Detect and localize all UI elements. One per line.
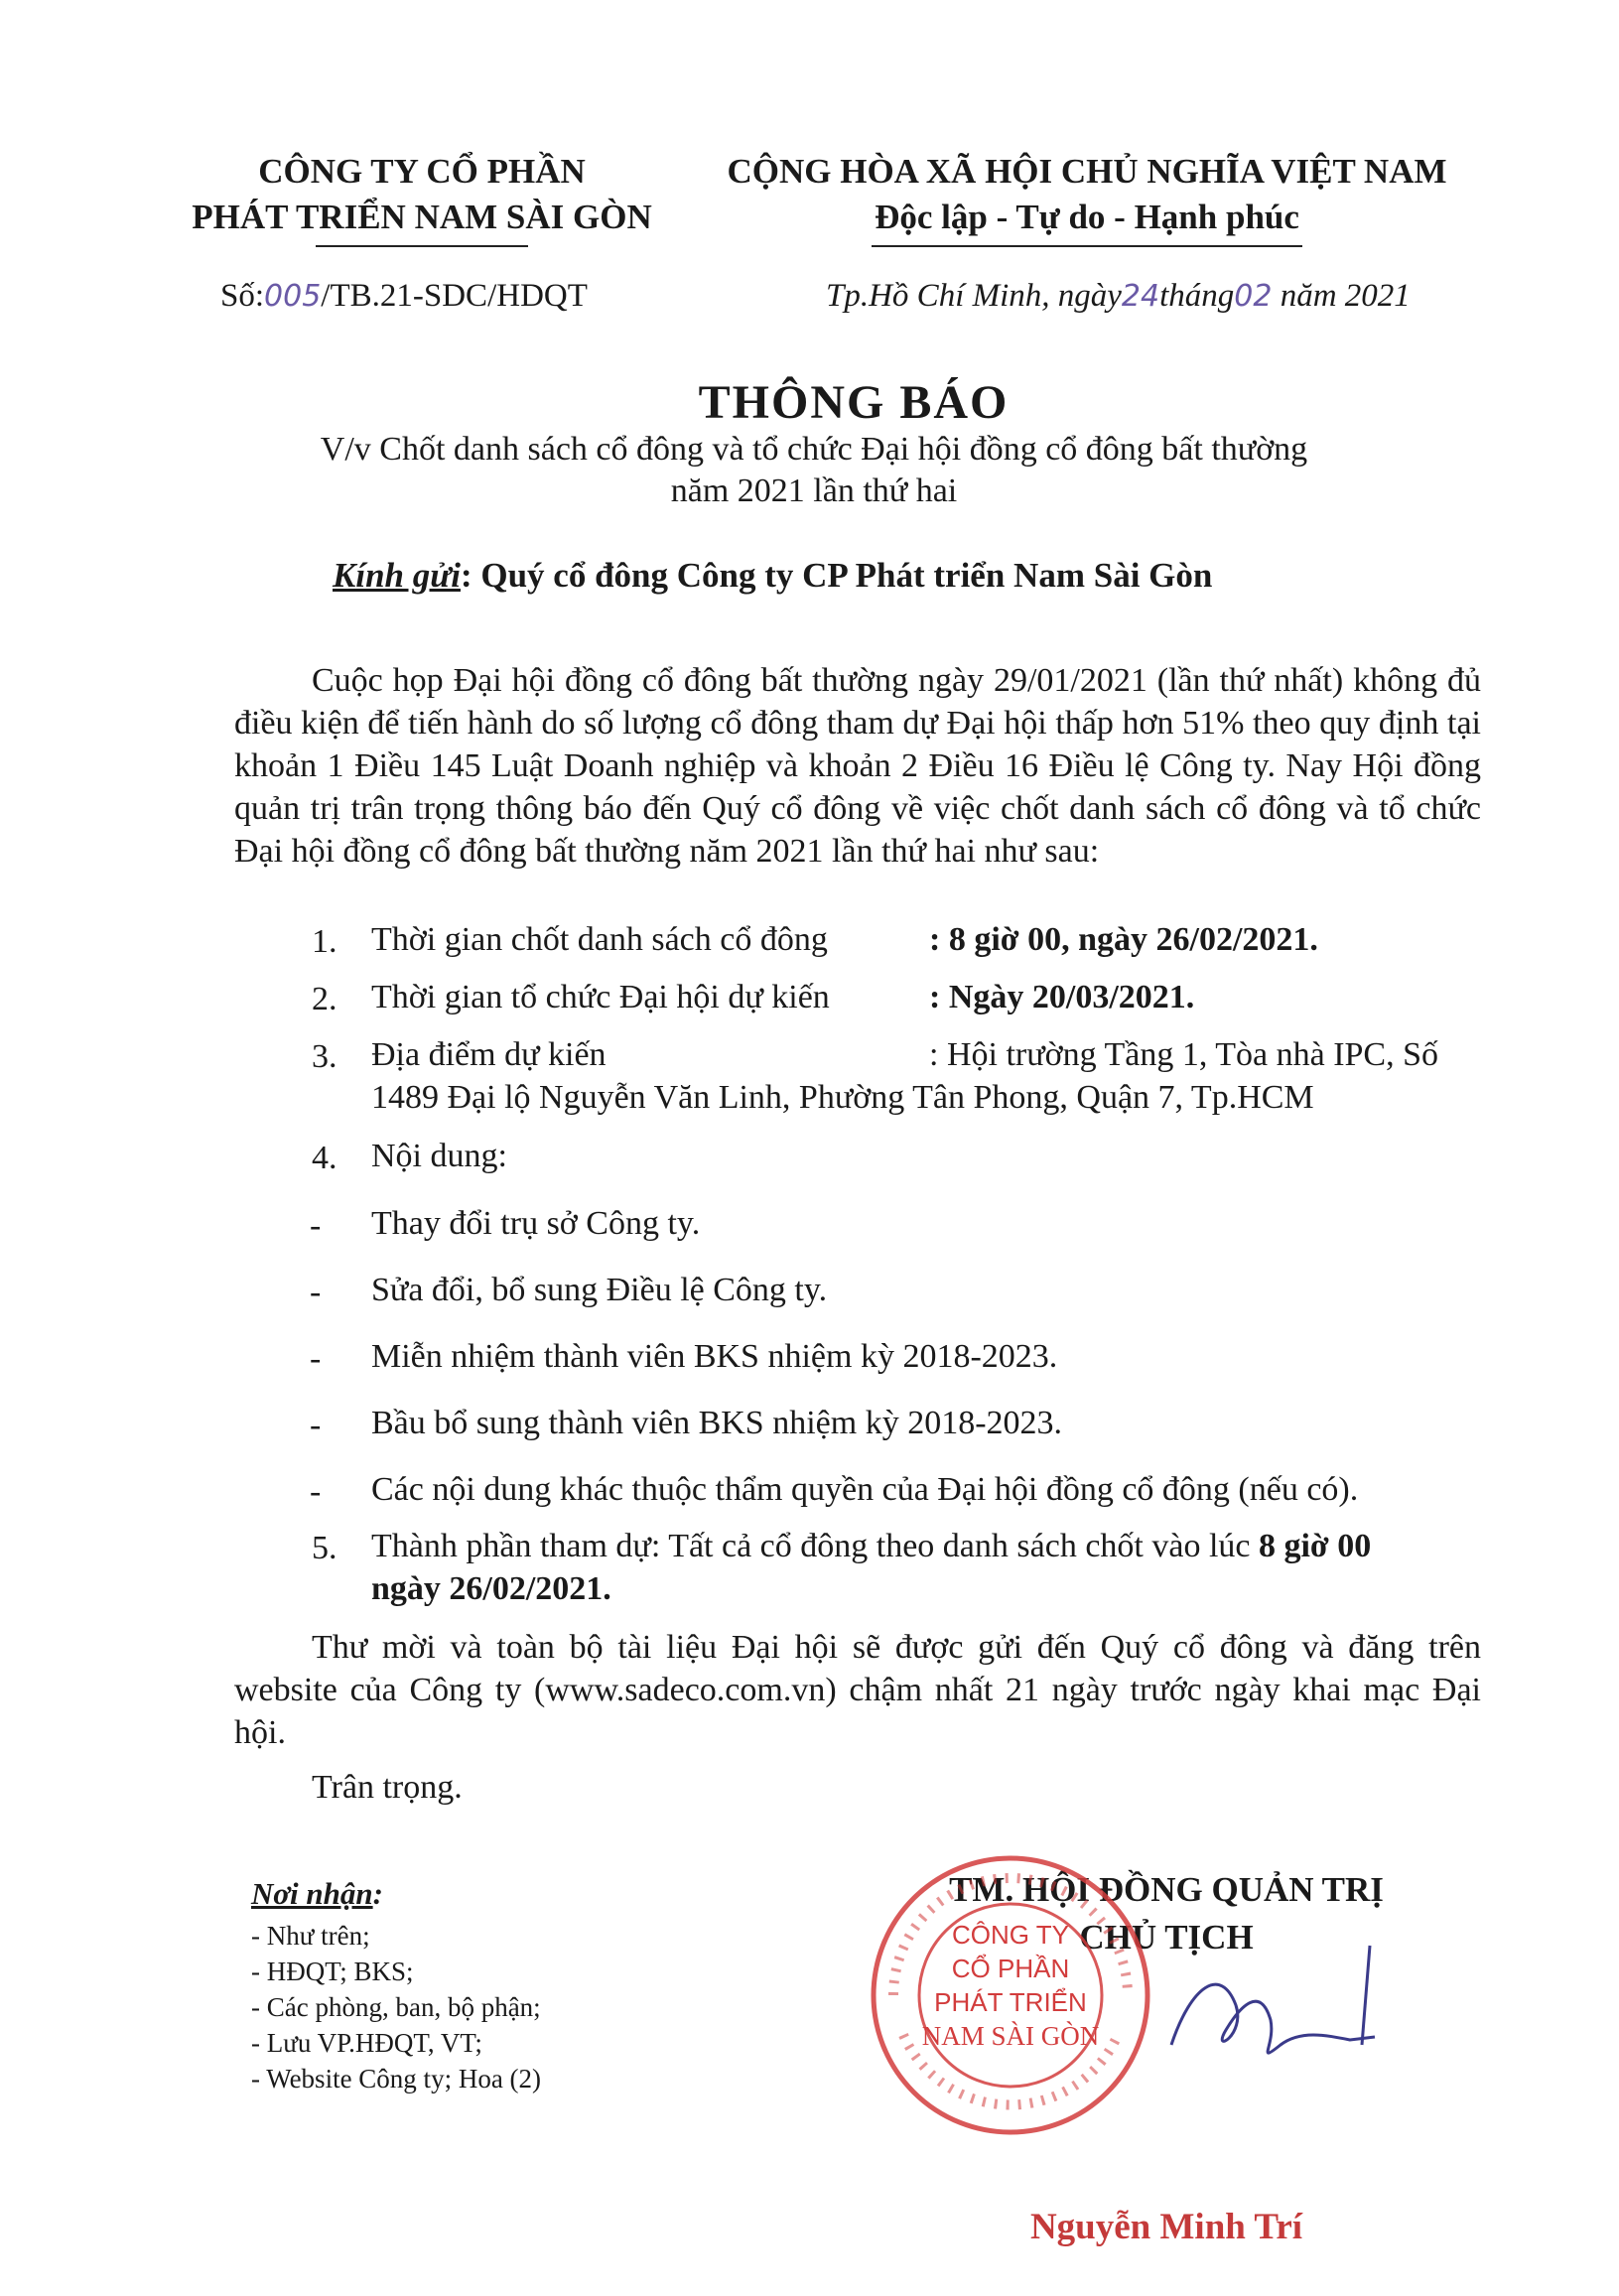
item-3-value-line-2: 1489 Đại lộ Nguyễn Văn Linh, Phường Tân Phong, Quận 7, Tp.HCM bbox=[371, 1079, 1314, 1116]
document-number: Số:005/TB.21-SDC/HDQT bbox=[220, 278, 588, 314]
greeting bbox=[333, 556, 1212, 596]
item-5-text: Thành phần tham dự: Tất cả cổ đông theo danh sách chốt vào lúc 8 giờ 00 ngày 26/02/2021. bbox=[371, 1528, 1372, 1607]
item-4-label: Nội dung: bbox=[371, 1138, 507, 1174]
agenda-item-4: Bầu bổ sung thành viên BKS nhiệm kỳ 2018-2023. bbox=[371, 1405, 1063, 1441]
agenda-item-2: Sửa đổi, bổ sung Điều lệ Công ty. bbox=[371, 1272, 828, 1308]
paragraph-1: Cuộc họp Đại hội đồng cổ đông bất thường ngày 29/01/2021 (lần thứ nhất) không đủ điều kiện để tiến hành do số lượng cổ đông tham dự Đại hội thấp hơn 51% theo quy định tại khoản 1 Điều 145 Luật Doanh nghiệp và khoản 2 Điều 16 Điều lệ Công ty. Nay Hội đồng quản trị trân trọng thông báo đến Quý cổ đông về việc chốt danh sách cổ đông và tổ chức Đại hội đồng cổ đông bất thường năm 2021 lần thứ hai như sau: bbox=[234, 662, 1481, 870]
nation-line-1: CỘNG HÒA XÃ HỘI CHỦ NGHĨA VIỆT NAM bbox=[727, 152, 1447, 191]
agenda-item-1: Thay đổi trụ sở Công ty. bbox=[371, 1205, 701, 1242]
recipients-title: Nơi nhận bbox=[251, 1876, 373, 1911]
handwritten-month: 02 bbox=[1234, 279, 1273, 314]
company-line-2: PHÁT TRIỂN NAM SÀI GÒN bbox=[192, 197, 652, 236]
agenda-item-3: Miễn nhiệm thành viên BKS nhiệm kỳ 2018-2023. bbox=[371, 1338, 1058, 1375]
signer-name: Nguyễn Minh Trí bbox=[1029, 2207, 1303, 2247]
signature-title: TM. HỘI ĐỒNG QUẢN TRỊ CHỦ TỊCH bbox=[949, 1870, 1384, 1957]
agenda-bullet: - bbox=[310, 1407, 322, 1443]
document-date: Tp.Hồ Chí Minh, ngày24tháng02 năm 2021 bbox=[826, 278, 1411, 314]
agenda-bullet: - bbox=[310, 1340, 322, 1377]
closing: Trân trọng. bbox=[312, 1769, 463, 1806]
nation-header-block bbox=[705, 149, 1469, 239]
seal-text-4: NAM SÀI GÒN bbox=[921, 2021, 1100, 2051]
company-name-block bbox=[159, 149, 685, 239]
seal-text-2: CỔ PHẦN bbox=[951, 1954, 1070, 1983]
item-3-number: 3. bbox=[312, 1038, 337, 1075]
recipient-item: - Như trên; bbox=[251, 1921, 370, 1951]
agenda-item-5: Các nội dung khác thuộc thẩm quyền của Đại hội đồng cổ đông (nếu có). bbox=[371, 1471, 1359, 1508]
agenda-bullet: - bbox=[310, 1274, 322, 1310]
agenda-bullet: - bbox=[310, 1473, 322, 1510]
item-2-label: Thời gian tổ chức Đại hội dự kiến bbox=[371, 979, 830, 1015]
item-3-value: : Hội trường Tầng 1, Tòa nhà IPC, Số bbox=[929, 1036, 1439, 1073]
document-subject: V/v Chốt danh sách cổ đông và tổ chức Đại hội đồng cổ đông bất thường năm 2021 lần thứ hai bbox=[320, 431, 1308, 509]
recipient-item: - Lưu VP.HĐQT, VT; bbox=[251, 2028, 482, 2058]
handwritten-number: 005 bbox=[264, 279, 322, 314]
seal-text-1: CÔNG TY bbox=[952, 1920, 1069, 1950]
item-1-value: : 8 giờ 00, ngày 26/02/2021. bbox=[929, 921, 1318, 958]
item-2-number: 2. bbox=[312, 981, 337, 1017]
greeting-text: : Quý cổ đông Công ty CP Phát triển Nam Sài Gòn bbox=[460, 556, 1213, 595]
item-2-value: : Ngày 20/03/2021. bbox=[929, 979, 1195, 1015]
item-1-number: 1. bbox=[312, 923, 337, 960]
nation-line-2: Độc lập - Tự do - Hạnh phúc bbox=[875, 197, 1299, 236]
item-5-number: 5. bbox=[312, 1530, 337, 1566]
document-title: THÔNG BÁO bbox=[698, 376, 1010, 429]
recipients-block: Nơi nhận: - Như trên; - HĐQT; BKS; - Các phòng, ban, bộ phận; - Lưu VP.HĐQT, VT; - Website Công ty; Hoa (2) bbox=[251, 1876, 541, 2096]
paragraph-2: Thư mời và toàn bộ tài liệu Đại hội sẽ được gửi đến Quý cổ đông và đăng trên website của Công ty (www.sadeco.com.vn) chậm nhất 21 ngày trước ngày khai mạc Đại hội. bbox=[234, 1629, 1481, 1751]
seal-text-3: PHÁT TRIỂN bbox=[934, 1987, 1087, 2017]
handwritten-day: 24 bbox=[1121, 279, 1160, 314]
item-3-label: Địa điểm dự kiến bbox=[371, 1036, 607, 1073]
item-4-number: 4. bbox=[312, 1140, 337, 1176]
recipient-item: - Các phòng, ban, bộ phận; bbox=[251, 1992, 541, 2022]
recipient-item: - HĐQT; BKS; bbox=[251, 1957, 414, 1986]
agenda-bullet: - bbox=[310, 1207, 322, 1244]
company-line-1: CÔNG TY CỔ PHẦN bbox=[258, 152, 586, 191]
item-1-label: Thời gian chốt danh sách cổ đông bbox=[371, 921, 828, 958]
nation-underline bbox=[872, 245, 1302, 247]
recipient-item: - Website Công ty; Hoa (2) bbox=[251, 2064, 542, 2093]
company-underline bbox=[316, 245, 528, 247]
greeting-label: Kính gửi bbox=[333, 556, 461, 595]
handwritten-signature-icon bbox=[1151, 1926, 1400, 2104]
company-seal-icon bbox=[862, 1846, 1159, 2144]
